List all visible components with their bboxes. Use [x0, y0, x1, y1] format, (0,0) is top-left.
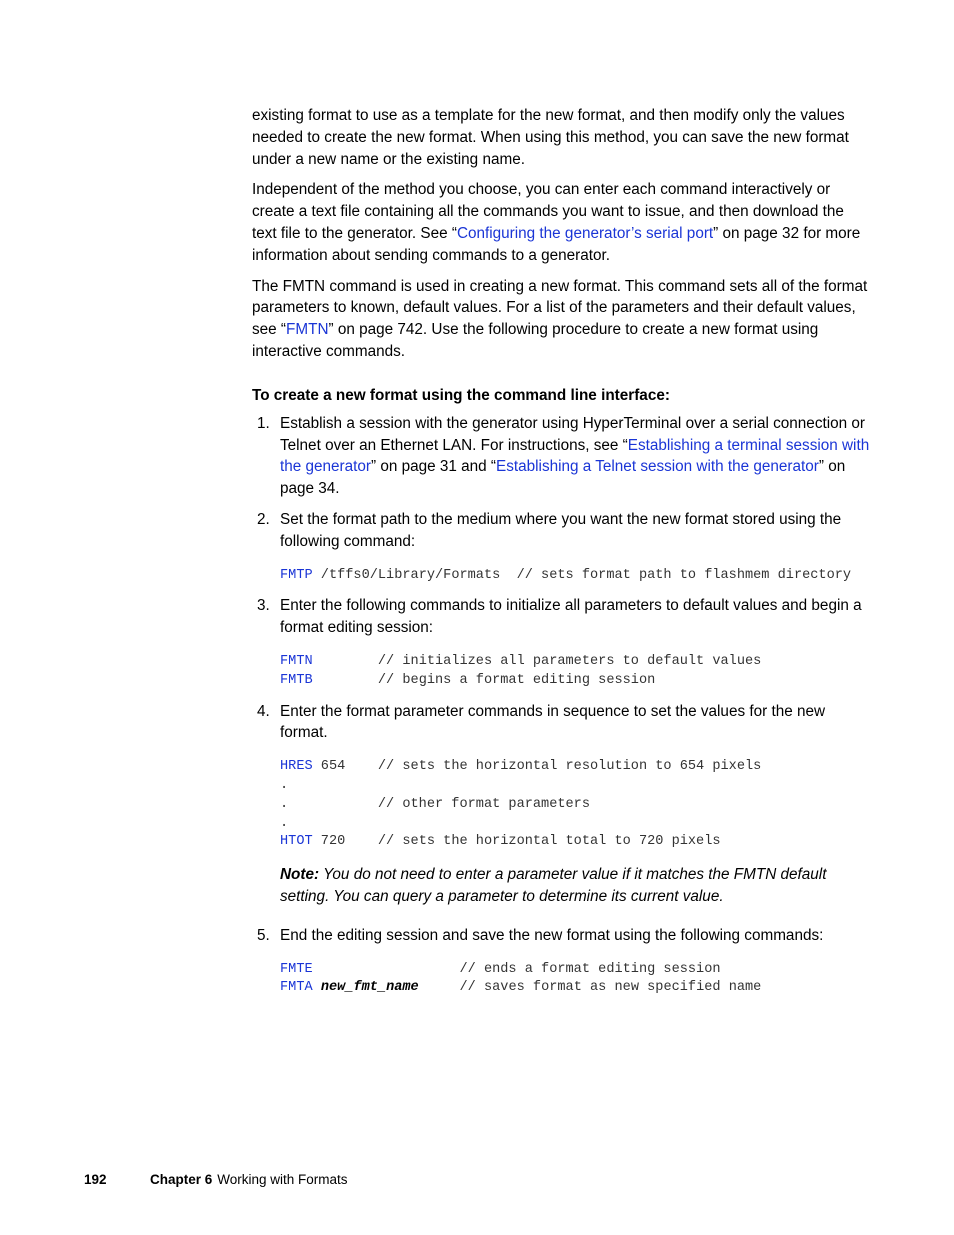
code-line	[280, 758, 872, 777]
code-comment: /tffs0/Library/Formats // sets format path to flashmem directory	[312, 567, 852, 583]
paragraph-3	[252, 276, 872, 363]
code-line	[280, 653, 872, 672]
page-number: 192	[84, 1172, 107, 1187]
step-5	[252, 925, 872, 947]
code-comment: // initializes all parameters to default values	[312, 653, 762, 669]
code-command: FMTB	[280, 672, 313, 688]
page-footer	[84, 1172, 348, 1187]
code-command: FMTE	[280, 961, 313, 977]
step-text: Set the format path to the medium where you want the new format stored using the following command:	[280, 510, 842, 550]
serial-port-link[interactable]: Configuring the generator’s serial port	[456, 224, 714, 242]
paragraph-text: ” on page 32 for more information about sending commands to a generator.	[252, 224, 861, 264]
code-argument: new_fmt_name	[320, 980, 419, 996]
code-command: HRES	[280, 759, 313, 775]
step-text: ” on page 31 and “	[371, 458, 497, 476]
chapter-label: Chapter 6	[150, 1172, 213, 1187]
code-line	[280, 979, 872, 998]
note	[280, 864, 872, 908]
code-block-fmtp	[280, 567, 872, 586]
code-line: . // other format parameters	[280, 796, 590, 812]
step-text: Enter the following commands to initialize all parameters to default values and begin a format editing session:	[280, 597, 862, 637]
step-text: Establish a session with the generator using HyperTerminal over a serial connection or Telnet over an Ethernet LAN. For instructions, see “	[280, 414, 865, 454]
code-command: FMTN	[280, 653, 313, 669]
paragraph-text: Independent of the method you choose, you can enter each command interactively or create a text file containing all the commands you want to issue, and then download the text file to the generator. See “	[252, 181, 844, 242]
paragraph-1: existing format to use as a template for the new format, and then modify only the values needed to create the new format. When using this method, you can save the new format under a new name or the existing name.	[252, 107, 849, 168]
step-number: 3.	[257, 597, 270, 615]
step-text: Enter the format parameter commands in sequence to set the values for the new format.	[280, 702, 826, 742]
code-line: .	[280, 777, 289, 793]
step-text: ” on page 34.	[280, 458, 846, 498]
step-number: 2.	[257, 510, 270, 528]
code-comment: 654 // sets the horizontal resolution to 654 pixels	[312, 759, 762, 775]
code-line	[280, 833, 872, 852]
terminal-session-link[interactable]: Establishing a terminal session with the generator	[280, 436, 870, 476]
paragraph-2	[252, 179, 872, 266]
step-1	[252, 413, 872, 500]
code-comment: // saves format as new specified name	[418, 980, 762, 996]
procedure-heading: To create a new format using the command line interface:	[252, 386, 670, 404]
code-command: FMTP	[280, 567, 313, 583]
step-number: 5.	[257, 926, 270, 944]
paragraph-text: The FMTN command is used in creating a new format. This command sets all of the format parameters to known, default values. For a list of the parameters and their default values, see “	[252, 277, 868, 339]
paragraph-text: ” on page 742. Use the following procedure to create a new format using interactive commands.	[252, 321, 819, 360]
step-2	[252, 509, 872, 553]
page-content	[252, 105, 872, 1008]
code-command: HTOT	[280, 834, 313, 850]
note-label: Note:	[280, 866, 320, 884]
step-number: 1.	[257, 414, 270, 432]
code-block-fmte-fmta	[280, 961, 872, 999]
code-comment: 720 // sets the horizontal total to 720 pixels	[312, 834, 721, 850]
code-line	[280, 961, 872, 980]
telnet-session-link[interactable]: Establishing a Telnet session with the generator	[496, 458, 819, 476]
code-block-params	[280, 758, 872, 852]
note-text: You do not need to enter a parameter value if it matches the FMTN default setting. You can query a parameter to determine its current value.	[280, 866, 827, 905]
code-line	[280, 672, 872, 691]
code-comment: // begins a format editing session	[312, 672, 656, 688]
code-comment: // ends a format editing session	[312, 961, 721, 977]
code-command: FMTA	[280, 980, 313, 996]
step-text: End the editing session and save the new format using the following commands:	[280, 926, 824, 944]
chapter-title: Working with Formats	[217, 1172, 348, 1187]
step-3	[252, 595, 872, 639]
step-number: 4.	[257, 702, 270, 720]
code-line: .	[280, 815, 289, 831]
code-block-fmtn-fmtb	[280, 653, 872, 691]
fmtn-link[interactable]: FMTN	[286, 321, 329, 339]
step-4	[252, 701, 872, 745]
